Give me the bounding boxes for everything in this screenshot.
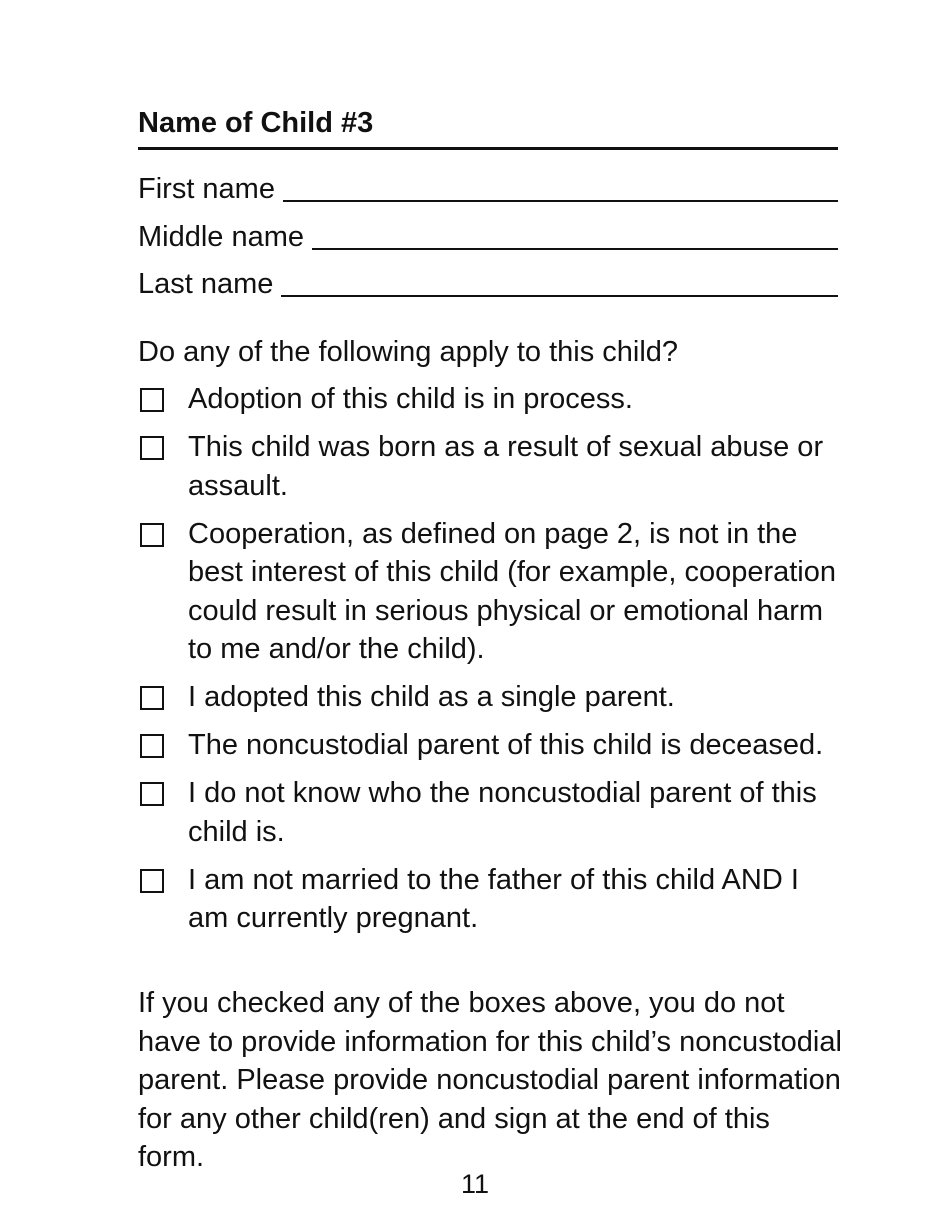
checkbox-not-married-pregnant[interactable] [140,869,164,893]
options-list [138,380,838,947]
option-single-parent-adoption [138,678,838,717]
checkbox-parent-deceased[interactable] [140,734,164,758]
option-label: I am not married to the father of this child AND I am currently pregnant. [188,863,799,934]
first-name-label: First name [138,173,275,205]
option-sexual-abuse [138,428,838,505]
option-label: Adoption of this child is in process. [188,383,633,415]
option-label: I do not know who the noncustodial parent of this child is. [188,777,817,848]
option-label: This child was born as a result of sexual abuse or assault. [188,431,824,502]
checkbox-single-parent-adoption[interactable] [140,686,164,710]
middle-name-line[interactable] [312,248,838,250]
option-adoption-in-process [138,380,838,419]
section-divider [138,147,838,150]
checkbox-parent-unknown[interactable] [140,782,164,806]
checkbox-sexual-abuse[interactable] [140,436,164,460]
option-parent-deceased [138,726,838,765]
checkbox-cooperation-not-best-interest[interactable] [140,523,164,547]
page-number: 11 [460,1169,490,1199]
middle-name-label: Middle name [138,221,305,253]
last-name-label: Last name [138,268,274,300]
first-name-field[interactable] [138,170,838,208]
option-parent-unknown [138,774,838,851]
first-name-line[interactable] [283,200,838,202]
question-text: Do any of the following apply to this child? [138,336,679,368]
option-label: The noncustodial parent of this child is deceased. [188,729,824,761]
last-name-line[interactable] [281,295,838,297]
instruction-note: If you checked any of the boxes above, you do not have to provide information for this child’s noncustodial parent. Please provide noncustodial parent information for any other child(ren) and sign at the end of this form. [138,987,842,1173]
option-label: Cooperation, as defined on page 2, is not in the best interest of this child (for example, cooperation could result in serious physical or emotional harm to me and/or the child). [188,517,836,665]
option-label: I adopted this child as a single parent. [188,681,675,713]
last-name-field[interactable] [138,265,838,303]
option-not-married-pregnant [138,861,838,938]
checkbox-adoption-in-process[interactable] [140,388,164,412]
section-title: Name of Child #3 [138,107,374,139]
middle-name-field[interactable] [138,218,838,256]
option-cooperation-not-best-interest [138,515,838,669]
